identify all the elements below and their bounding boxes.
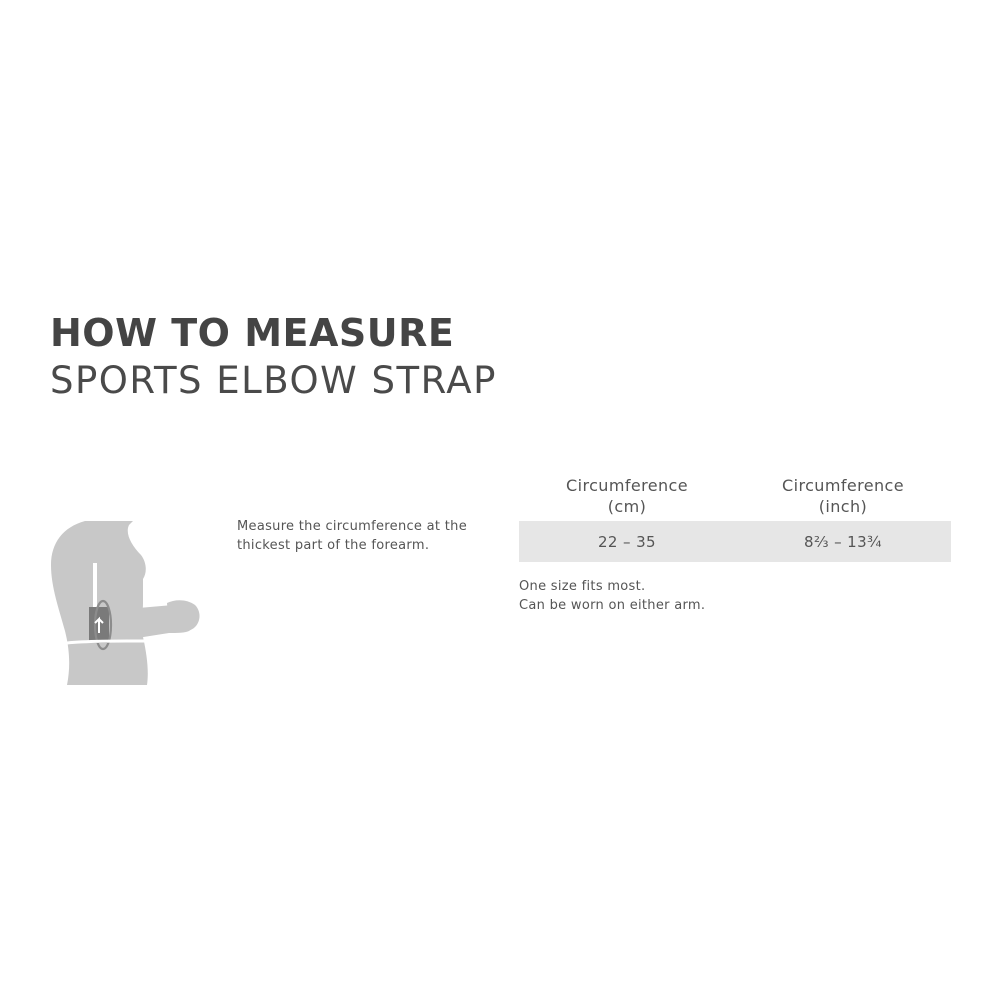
cell-inch-range: 8⅔ – 13¾	[735, 521, 951, 562]
column-header-cm-line-2: (cm)	[607, 497, 647, 516]
cell-cm-range: 22 – 35	[519, 521, 735, 562]
column-header-cm	[519, 473, 735, 521]
column-header-inch-line-2: (inch)	[818, 497, 868, 516]
column-header-inch	[735, 473, 951, 521]
page-title: HOW TO MEASURE	[50, 311, 455, 355]
column-header-cm-line-1: Circumference	[566, 476, 688, 495]
size-table-header	[519, 473, 951, 521]
measure-instruction	[237, 517, 497, 555]
instruction-line-2: thickest part of the forearm.	[237, 538, 430, 553]
size-notes	[519, 577, 705, 615]
note-line-2: Can be worn on either arm.	[519, 598, 706, 613]
arm-measurement-illustration	[45, 515, 205, 690]
instruction-line-1: Measure the circumference at the	[237, 519, 467, 534]
table-row	[519, 521, 951, 562]
note-line-1: One size fits most.	[519, 579, 646, 594]
body-silhouette-icon	[51, 521, 200, 685]
page-subtitle: SPORTS ELBOW STRAP	[50, 359, 497, 402]
column-header-inch-line-1: Circumference	[782, 476, 904, 495]
size-table	[519, 473, 951, 562]
